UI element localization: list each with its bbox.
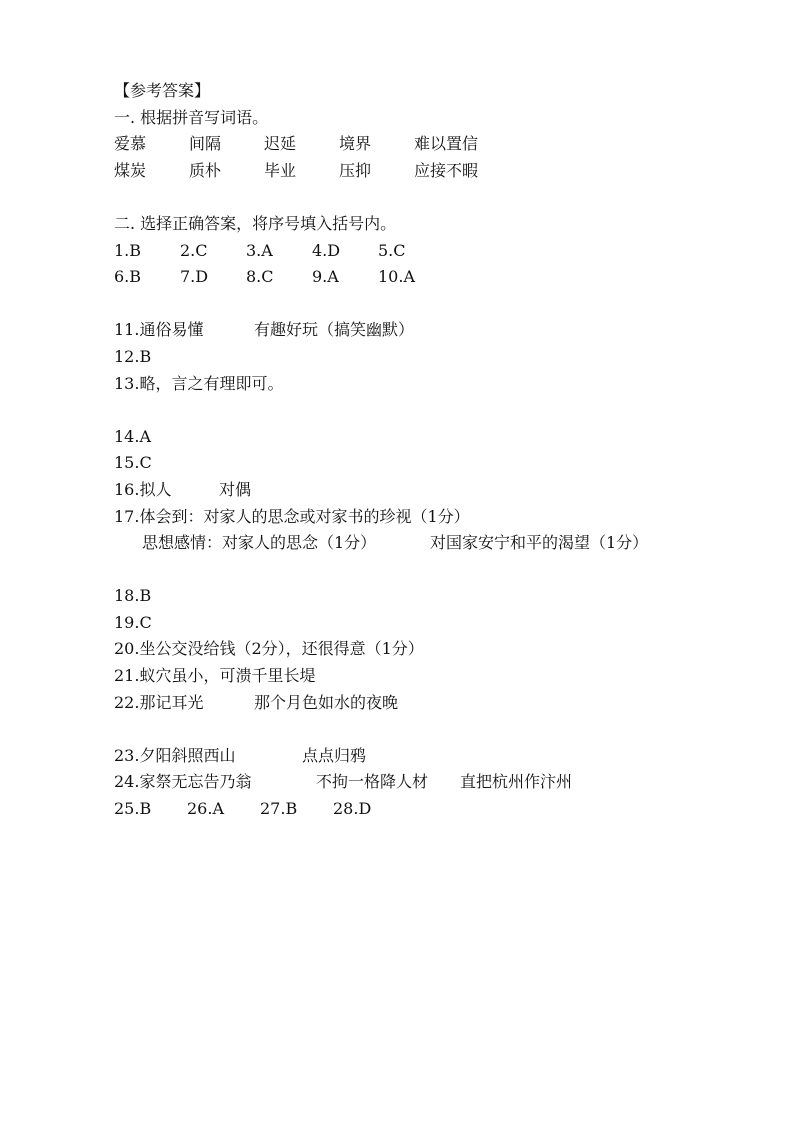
- answer-word: 毕业: [264, 160, 297, 180]
- answer-word: 压抑: [339, 160, 372, 180]
- choice-answer: 10.A: [378, 267, 415, 287]
- spacer: [114, 291, 754, 318]
- choice-answer: 25.B: [114, 799, 152, 819]
- answer-17a: 17.体会到：对家人的思念或对家书的珍视（1分）: [114, 506, 470, 526]
- answer-word: 境界: [339, 134, 372, 154]
- answer-word: 爱慕: [114, 134, 147, 154]
- answer-17b: [114, 530, 754, 557]
- spacer: [114, 184, 754, 211]
- answer-word: 难以置信: [414, 134, 479, 154]
- choice-answer: 2.C: [180, 240, 208, 260]
- section1-row-1: [114, 131, 754, 158]
- choice-answer: 6.B: [114, 267, 142, 287]
- answer-part: 22.那记耳光: [114, 692, 204, 712]
- choice-answer: 4.D: [312, 240, 341, 260]
- answer-part: 23.夕阳斜照西山: [114, 745, 236, 765]
- answer-13: 13.略，言之有理即可。: [114, 373, 284, 393]
- answer-word: 应接不暇: [414, 160, 479, 180]
- choice-answer: 5.C: [378, 240, 406, 260]
- choice-answer: 1.B: [114, 240, 142, 260]
- answer-word: 迟延: [264, 134, 297, 154]
- answer-part: 有趣好玩（搞笑幽默）: [254, 320, 415, 340]
- answer-part: 直把杭州作汴州: [460, 772, 573, 792]
- choice-answer: 26.A: [187, 799, 224, 819]
- answer-11: [114, 317, 754, 344]
- answer-part: 点点归鸦: [302, 745, 367, 765]
- answer-14: 14.A: [114, 426, 151, 446]
- answer-16: [114, 477, 754, 504]
- spacer: [114, 716, 754, 743]
- answer-21: 21.蚁穴虽小，可溃千里长堤: [114, 666, 316, 686]
- answer-content: [114, 78, 754, 823]
- answer-12: 12.B: [114, 346, 152, 366]
- answer-word: 间隔: [189, 134, 222, 154]
- answer-word: 煤炭: [114, 160, 147, 180]
- choice-answer: 27.B: [260, 799, 298, 819]
- answer-word: 质朴: [189, 160, 222, 180]
- document-title: 【参考答案】: [114, 81, 211, 100]
- answer-part: 不拘一格降人材: [316, 772, 429, 792]
- spacer: [114, 397, 754, 424]
- answer-part: 11.通俗易懂: [114, 320, 204, 340]
- answer-part: 对偶: [219, 479, 252, 499]
- choice-answer: 7.D: [180, 267, 209, 287]
- section2-heading: 二. 选择正确答案，将序号填入括号内。: [114, 213, 397, 233]
- answer-25-28: [114, 796, 754, 823]
- answer-18: 18.B: [114, 586, 152, 606]
- answer-23: [114, 743, 754, 770]
- answer-15: 15.C: [114, 453, 152, 473]
- answer-24: [114, 769, 754, 796]
- answer-part: 16.拟人: [114, 479, 172, 499]
- section1-heading: 一. 根据拼音写词语。: [114, 107, 269, 127]
- choice-answer: 8.C: [246, 267, 274, 287]
- section2-row-2: [114, 264, 754, 291]
- answer-22: [114, 690, 754, 717]
- choice-answer: 9.A: [312, 267, 339, 287]
- answer-part: 那个月色如水的夜晚: [254, 692, 399, 712]
- section2-row-1: [114, 238, 754, 265]
- choice-answer: 28.D: [333, 799, 372, 819]
- spacer: [114, 557, 754, 584]
- answer-part: 对国家安宁和平的渴望（1分）: [430, 533, 649, 553]
- answer-20: 20.坐公交没给钱（2分），还很得意（1分）: [114, 639, 424, 659]
- answer-part: 思想感情：对家人的思念（1分）: [142, 533, 377, 553]
- choice-answer: 3.A: [246, 240, 273, 260]
- answer-part: 24.家祭无忘告乃翁: [114, 772, 252, 792]
- answer-19: 19.C: [114, 612, 152, 632]
- section1-row-2: [114, 158, 754, 185]
